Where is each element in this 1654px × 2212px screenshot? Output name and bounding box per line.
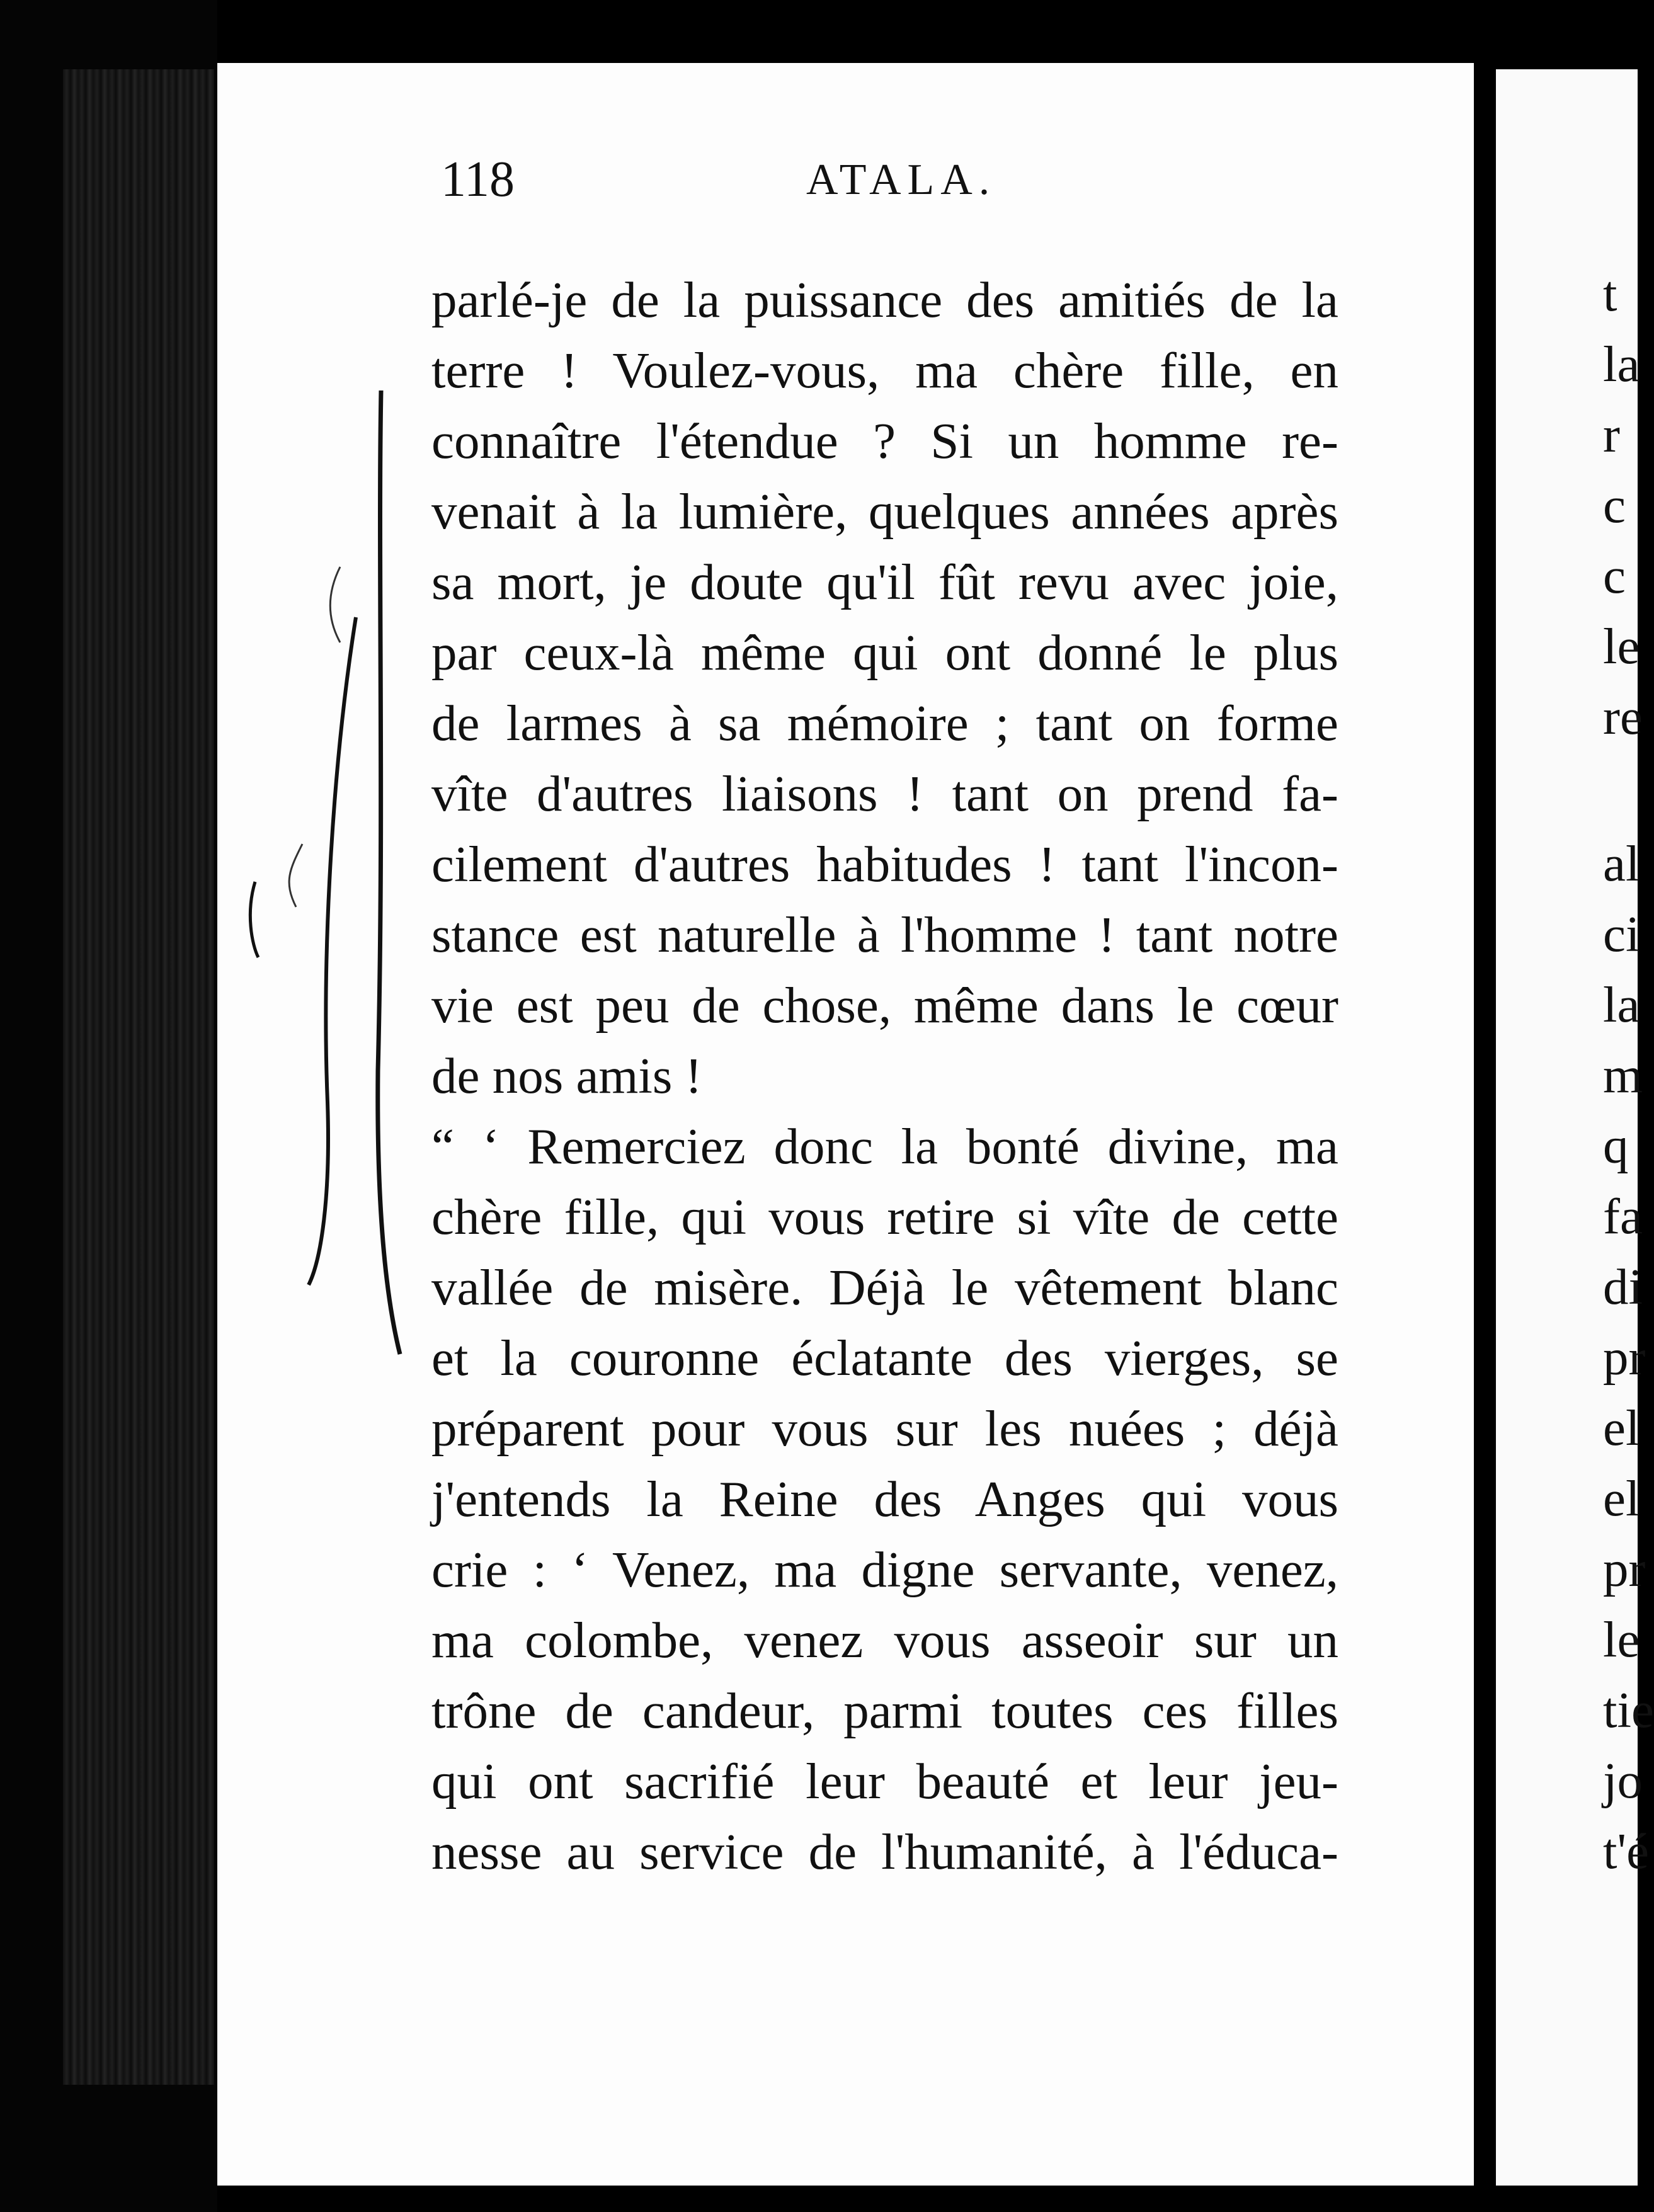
text-line: “ ‘ Remerciez donc la bonté divine, ma xyxy=(431,1118,1338,1175)
page-number: 118 xyxy=(441,152,515,207)
text-line: préparent pour vous sur les nuées ; déjà xyxy=(431,1400,1338,1457)
facing-page-fragment: la xyxy=(1603,336,1640,392)
text-line: venait à la lumière, quelques années après xyxy=(431,483,1338,540)
text-line: sa mort, je doute qu'il fût revu avec joie, xyxy=(431,554,1338,610)
facing-page-fragment: ci xyxy=(1603,906,1640,962)
facing-page-fragment: le xyxy=(1603,1611,1640,1668)
running-head xyxy=(441,151,1342,208)
facing-page-fragment: r xyxy=(1603,406,1620,463)
text-line: terre ! Voulez-vous, ma chère fille, en xyxy=(431,342,1338,399)
text-line: de nos amis ! xyxy=(431,1047,702,1104)
text-line: nesse au service de l'humanité, à l'éduca- xyxy=(431,1823,1338,1880)
text-line: cilement d'autres habitudes ! tant l'incon- xyxy=(431,836,1338,892)
text-line: qui ont sacrifié leur beauté et leur jeu- xyxy=(431,1753,1338,1810)
facing-page-fragment: el xyxy=(1603,1470,1640,1527)
facing-page-fragment: t xyxy=(1603,265,1617,322)
facing-page-fragment: la xyxy=(1603,976,1640,1033)
facing-page-fragment: fa xyxy=(1603,1188,1643,1245)
binding-edge xyxy=(63,69,214,2085)
facing-page-fragment: pr xyxy=(1603,1329,1646,1386)
text-line: crie : ‘ Venez, ma digne servante, venez, xyxy=(431,1541,1338,1598)
text-line: vallée de misère. Déjà le vêtement blanc xyxy=(431,1259,1338,1316)
text-line: de larmes à sa mémoire ; tant on forme xyxy=(431,695,1338,751)
margin-annotation-marks xyxy=(233,378,441,1360)
facing-page-fragment: c xyxy=(1603,477,1626,533)
facing-page-fragment: q xyxy=(1603,1117,1629,1174)
facing-page-fragment: al xyxy=(1603,835,1640,892)
text-line: par ceux-là même qui ont donné le plus xyxy=(431,624,1338,681)
text-line: chère fille, qui vous retire si vîte de cette xyxy=(431,1189,1338,1245)
facing-page-fragment: di xyxy=(1603,1258,1643,1315)
facing-page-fragment: le xyxy=(1603,618,1640,675)
facing-page-fragment: el xyxy=(1603,1400,1640,1456)
facing-page-fragment: jo xyxy=(1603,1752,1643,1809)
text-line: vîte d'autres liaisons ! tant on prend fa- xyxy=(431,765,1338,822)
body-text xyxy=(431,265,1338,1887)
facing-page-fragment: tie xyxy=(1603,1682,1654,1738)
text-line: j'entends la Reine des Anges qui vous xyxy=(431,1471,1338,1527)
text-line: stance est naturelle à l'homme ! tant notre xyxy=(431,906,1338,963)
running-title: ATALA. xyxy=(806,156,996,204)
text-line: connaître l'étendue ? Si un homme re- xyxy=(431,413,1338,469)
facing-page-fragment: pr xyxy=(1603,1541,1646,1597)
facing-page-fragment: m xyxy=(1603,1047,1643,1103)
facing-page-fragment: c xyxy=(1603,547,1626,604)
text-line: et la couronne éclatante des vierges, se xyxy=(431,1330,1338,1386)
text-line: parlé-je de la puissance des amitiés de la xyxy=(431,271,1338,328)
text-line: ma colombe, venez vous asseoir sur un xyxy=(431,1612,1338,1668)
facing-page-fragment: t'é xyxy=(1603,1823,1650,1879)
text-line: vie est peu de chose, même dans le cœur xyxy=(431,977,1338,1034)
text-line: trône de candeur, parmi toutes ces filles xyxy=(431,1682,1338,1739)
facing-page-fragment: re xyxy=(1603,688,1643,745)
